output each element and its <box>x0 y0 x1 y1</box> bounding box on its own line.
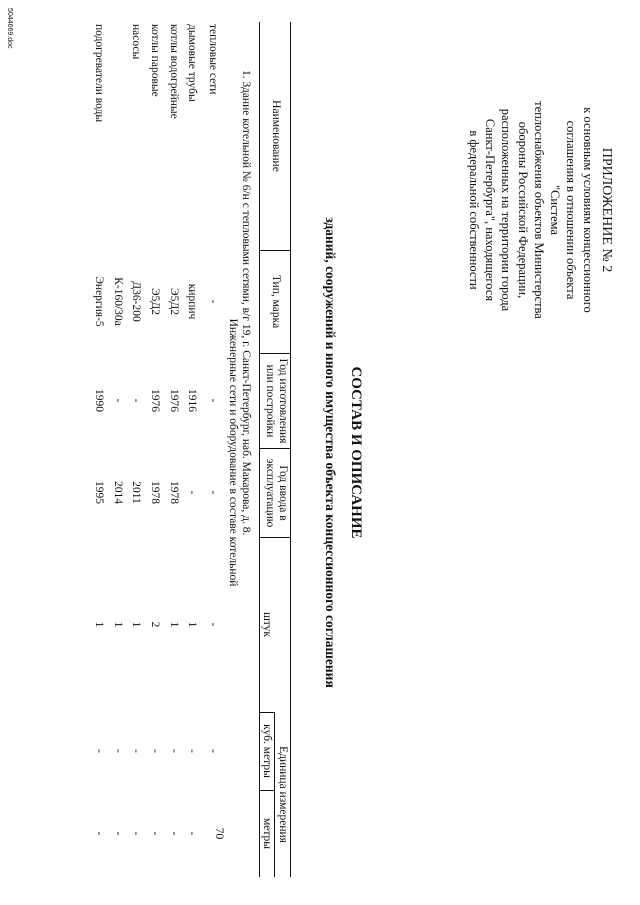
cell-pcs: 1 <box>168 621 180 628</box>
header-unit-group: Единица измерения <box>277 746 289 843</box>
cell-type: - <box>207 299 219 304</box>
cell-in: 1995 <box>93 481 105 504</box>
cell-m: - <box>93 831 105 836</box>
header-name: Наименование <box>270 100 282 172</box>
header-unit-m: метры <box>261 817 273 850</box>
document-subtitle: зданий, сооружений и иного имущества объекта концессионного соглашения <box>323 217 338 688</box>
header-year-made: Год изготовления или постройки <box>264 358 289 444</box>
appendix-line: Санкт-Петербурга", находящегося <box>482 118 497 302</box>
cell-m: - <box>149 831 161 836</box>
cell-pcs: 2 <box>149 621 161 628</box>
cell-m: - <box>112 831 124 836</box>
cell-in: - <box>207 490 219 495</box>
cell-in: 1978 <box>149 481 161 504</box>
appendix-line: расположенных на территории города <box>499 108 514 312</box>
cell-pcs: 1 <box>93 621 105 628</box>
cell-made: - <box>207 398 219 403</box>
appendix-line: соглашения в отношении объекта "Система <box>548 120 579 300</box>
cell-in: 1978 <box>168 481 180 504</box>
cell-made: 1976 <box>168 389 180 412</box>
cell-name: тепловые сети <box>207 24 219 95</box>
cell-type: Д36-200 <box>130 281 142 322</box>
cell-type: Э5Д2 <box>149 288 161 315</box>
appendix-line: к основным условиям концессионного <box>580 107 595 313</box>
cell-name: котлы паровые <box>149 24 161 97</box>
cell-type: Э5Д2 <box>168 288 180 315</box>
cell-in: - <box>186 490 198 495</box>
cell-in: 2011 <box>130 481 142 504</box>
cell-pcs: 1 <box>130 621 142 628</box>
appendix-title: ПРИЛОЖЕНИЕ № 2 <box>599 147 614 273</box>
cell-made: 1916 <box>186 389 198 412</box>
header-year-in: Год ввода в эксплуатацию <box>264 458 289 528</box>
section-heading: 1. Здание котельной № 6/н с тепловыми сетями, в/г 19, г. Санкт-Петербург, наб. Макарова, д. 8. <box>240 70 252 536</box>
cell-type: К-160/30а <box>112 277 124 326</box>
cell-name: насосы <box>130 24 142 60</box>
cell-m3: - <box>93 749 105 753</box>
cell-m: - <box>168 831 180 836</box>
header-unit-m3: куб. метры <box>261 724 273 778</box>
cell-made: - <box>112 398 124 403</box>
subsection-heading: Инженерные сети и оборудование в составе котельной <box>227 318 239 587</box>
appendix-line: в федеральной собственности <box>466 130 481 290</box>
col-divider <box>260 448 291 449</box>
cell-m: 70 <box>213 827 225 840</box>
header-type: Тип, марка <box>270 274 282 329</box>
cell-pcs: - <box>207 622 219 627</box>
cell-m: - <box>186 831 198 836</box>
cell-made: - <box>130 398 142 403</box>
cell-type: Энергия-5 <box>93 276 105 327</box>
appendix-line: обороны Российской Федерации, <box>515 121 530 299</box>
cell-pcs: 1 <box>112 621 124 628</box>
cell-m3: - <box>130 749 142 753</box>
cell-m3: - <box>207 749 219 753</box>
cell-name: дымовые трубы <box>186 24 198 102</box>
cell-in: 2014 <box>112 481 124 504</box>
cell-m3: - <box>112 749 124 753</box>
table-top-border <box>290 22 291 877</box>
cell-made: 1990 <box>93 389 105 412</box>
unit-group-divider <box>274 712 275 877</box>
cell-made: 1976 <box>149 389 161 412</box>
file-footer: 5044669.doc <box>6 8 13 49</box>
cell-m3: - <box>186 749 198 753</box>
cell-pcs: 1 <box>186 621 198 628</box>
appendix-line: теплоснабжения объектов Министерства <box>531 101 546 319</box>
header-unit-pcs: штук <box>261 611 273 638</box>
col-divider <box>260 353 291 354</box>
cell-type: кирпич <box>186 283 198 320</box>
cell-m3: - <box>168 749 180 753</box>
cell-m3: - <box>149 749 161 753</box>
cell-name: подогреватели воды <box>93 24 105 123</box>
document-title: СОСТАВ И ОПИСАНИЕ <box>348 366 364 539</box>
cell-m: - <box>130 831 142 836</box>
cell-name: котлы водогрейные <box>168 24 180 119</box>
appendix-block <box>465 95 614 325</box>
